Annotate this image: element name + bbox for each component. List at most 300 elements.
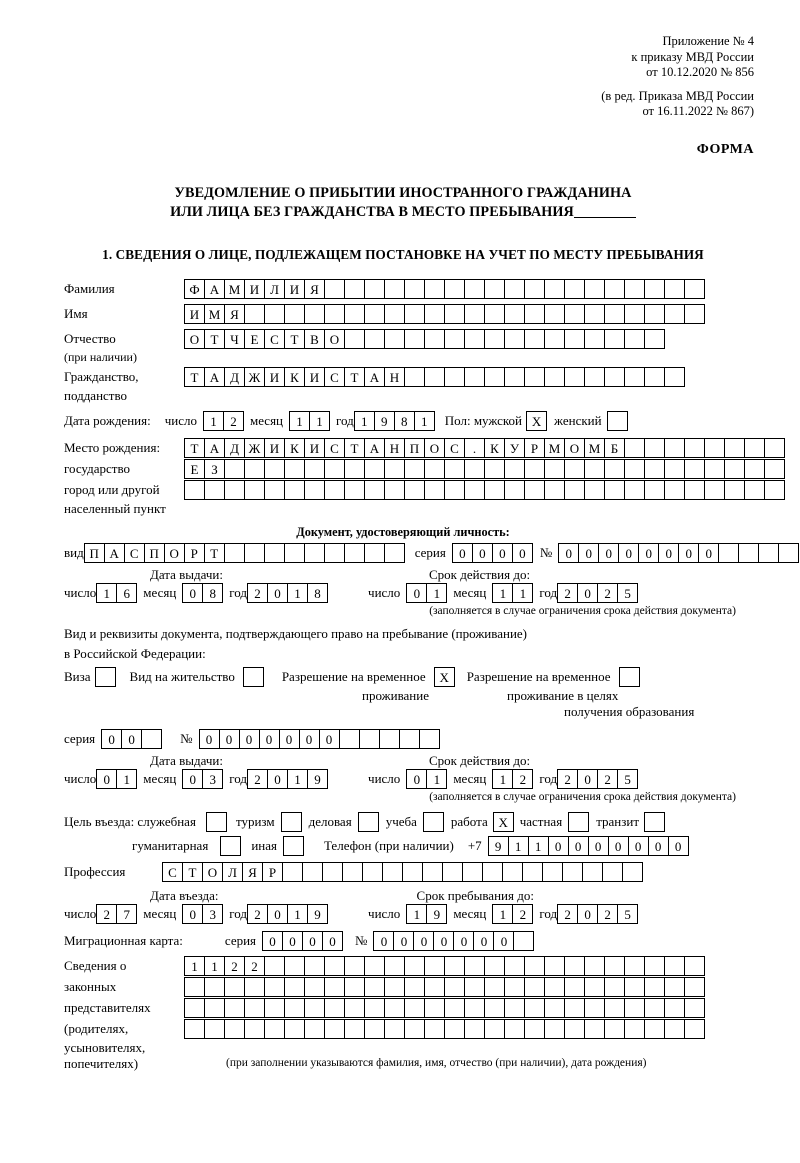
- char-cell[interactable]: 0: [393, 931, 414, 951]
- stay-day-input[interactable]: [406, 904, 447, 924]
- char-cell[interactable]: Е: [184, 459, 205, 479]
- char-cell[interactable]: 2: [247, 583, 268, 603]
- char-cell[interactable]: К: [484, 438, 505, 458]
- char-cell[interactable]: [364, 1019, 385, 1039]
- char-cell[interactable]: 0: [512, 543, 533, 563]
- char-cell[interactable]: [224, 998, 245, 1018]
- char-cell[interactable]: С: [124, 543, 145, 563]
- char-cell[interactable]: 0: [121, 729, 142, 749]
- char-cell[interactable]: [644, 956, 665, 976]
- char-cell[interactable]: [404, 304, 425, 324]
- char-cell[interactable]: [544, 367, 565, 387]
- char-cell[interactable]: [604, 1019, 625, 1039]
- representatives-row-3-input[interactable]: [184, 998, 705, 1018]
- char-cell[interactable]: [464, 367, 485, 387]
- char-cell[interactable]: [344, 480, 365, 500]
- char-cell[interactable]: С: [264, 329, 285, 349]
- char-cell[interactable]: [264, 480, 285, 500]
- char-cell[interactable]: 2: [96, 904, 117, 924]
- char-cell[interactable]: [464, 1019, 485, 1039]
- char-cell[interactable]: [644, 998, 665, 1018]
- char-cell[interactable]: [404, 459, 425, 479]
- char-cell[interactable]: [484, 998, 505, 1018]
- char-cell[interactable]: [544, 956, 565, 976]
- char-cell[interactable]: [524, 1019, 545, 1039]
- char-cell[interactable]: 2: [247, 769, 268, 789]
- char-cell[interactable]: [244, 459, 265, 479]
- char-cell[interactable]: [344, 1019, 365, 1039]
- char-cell[interactable]: С: [324, 367, 345, 387]
- representatives-row-2-input[interactable]: [184, 977, 705, 997]
- char-cell[interactable]: [344, 304, 365, 324]
- char-cell[interactable]: [624, 956, 645, 976]
- char-cell[interactable]: [302, 862, 323, 882]
- char-cell[interactable]: [204, 977, 225, 997]
- char-cell[interactable]: [684, 279, 705, 299]
- char-cell[interactable]: Т: [284, 329, 305, 349]
- char-cell[interactable]: [244, 998, 265, 1018]
- char-cell[interactable]: [324, 977, 345, 997]
- char-cell[interactable]: [724, 459, 745, 479]
- char-cell[interactable]: [442, 862, 463, 882]
- char-cell[interactable]: Д: [224, 367, 245, 387]
- char-cell[interactable]: 0: [267, 904, 288, 924]
- char-cell[interactable]: [602, 862, 623, 882]
- char-cell[interactable]: К: [284, 367, 305, 387]
- char-cell[interactable]: 0: [433, 931, 454, 951]
- char-cell[interactable]: 0: [299, 729, 320, 749]
- char-cell[interactable]: [604, 459, 625, 479]
- char-cell[interactable]: [564, 367, 585, 387]
- char-cell[interactable]: [284, 1019, 305, 1039]
- char-cell[interactable]: [624, 329, 645, 349]
- char-cell[interactable]: А: [204, 438, 225, 458]
- char-cell[interactable]: [284, 304, 305, 324]
- char-cell[interactable]: [384, 977, 405, 997]
- char-cell[interactable]: М: [224, 279, 245, 299]
- char-cell[interactable]: Р: [184, 543, 205, 563]
- char-cell[interactable]: [444, 304, 465, 324]
- purpose-other-checkbox[interactable]: [283, 836, 304, 856]
- char-cell[interactable]: 0: [473, 931, 494, 951]
- char-cell[interactable]: [244, 543, 265, 563]
- char-cell[interactable]: [284, 480, 305, 500]
- char-cell[interactable]: [342, 862, 363, 882]
- char-cell[interactable]: [364, 977, 385, 997]
- char-cell[interactable]: [684, 438, 705, 458]
- char-cell[interactable]: [624, 459, 645, 479]
- char-cell[interactable]: 0: [578, 543, 599, 563]
- char-cell[interactable]: [684, 480, 705, 500]
- char-cell[interactable]: С: [162, 862, 183, 882]
- char-cell[interactable]: [324, 279, 345, 299]
- char-cell[interactable]: 9: [426, 904, 447, 924]
- char-cell[interactable]: [464, 329, 485, 349]
- char-cell[interactable]: [464, 459, 485, 479]
- char-cell[interactable]: 1: [354, 411, 375, 431]
- char-cell[interactable]: [184, 1019, 205, 1039]
- char-cell[interactable]: [484, 329, 505, 349]
- char-cell[interactable]: 8: [394, 411, 415, 431]
- char-cell[interactable]: 3: [202, 904, 223, 924]
- char-cell[interactable]: [224, 977, 245, 997]
- char-cell[interactable]: [684, 459, 705, 479]
- char-cell[interactable]: И: [264, 438, 285, 458]
- char-cell[interactable]: 2: [557, 583, 578, 603]
- char-cell[interactable]: 0: [262, 931, 283, 951]
- char-cell[interactable]: [564, 279, 585, 299]
- char-cell[interactable]: [384, 998, 405, 1018]
- char-cell[interactable]: [404, 279, 425, 299]
- char-cell[interactable]: В: [304, 329, 325, 349]
- char-cell[interactable]: 0: [199, 729, 220, 749]
- char-cell[interactable]: Я: [224, 304, 245, 324]
- char-cell[interactable]: 0: [668, 836, 689, 856]
- char-cell[interactable]: [664, 438, 685, 458]
- char-cell[interactable]: Т: [184, 367, 205, 387]
- char-cell[interactable]: [624, 480, 645, 500]
- char-cell[interactable]: [584, 367, 605, 387]
- char-cell[interactable]: [384, 304, 405, 324]
- char-cell[interactable]: 1: [204, 956, 225, 976]
- char-cell[interactable]: 7: [116, 904, 137, 924]
- char-cell[interactable]: [644, 329, 665, 349]
- char-cell[interactable]: 5: [617, 583, 638, 603]
- char-cell[interactable]: [204, 480, 225, 500]
- char-cell[interactable]: [738, 543, 759, 563]
- char-cell[interactable]: [344, 956, 365, 976]
- char-cell[interactable]: 0: [319, 729, 340, 749]
- char-cell[interactable]: 0: [658, 543, 679, 563]
- char-cell[interactable]: [524, 459, 545, 479]
- char-cell[interactable]: [624, 977, 645, 997]
- char-cell[interactable]: [504, 304, 525, 324]
- char-cell[interactable]: Д: [224, 438, 245, 458]
- char-cell[interactable]: [684, 956, 705, 976]
- permit-valid-day-input[interactable]: [406, 769, 447, 789]
- char-cell[interactable]: О: [164, 543, 185, 563]
- purpose-humanitarian-checkbox[interactable]: [220, 836, 241, 856]
- char-cell[interactable]: [284, 459, 305, 479]
- char-cell[interactable]: Т: [184, 438, 205, 458]
- char-cell[interactable]: [604, 977, 625, 997]
- migration-number-input[interactable]: [373, 931, 534, 951]
- char-cell[interactable]: [764, 438, 785, 458]
- char-cell[interactable]: [424, 279, 445, 299]
- permit-issue-day-input[interactable]: [96, 769, 137, 789]
- char-cell[interactable]: 1: [289, 411, 310, 431]
- char-cell[interactable]: П: [404, 438, 425, 458]
- char-cell[interactable]: [444, 977, 465, 997]
- char-cell[interactable]: [424, 1019, 445, 1039]
- char-cell[interactable]: 0: [568, 836, 589, 856]
- char-cell[interactable]: [604, 956, 625, 976]
- char-cell[interactable]: М: [204, 304, 225, 324]
- char-cell[interactable]: [584, 956, 605, 976]
- char-cell[interactable]: П: [144, 543, 165, 563]
- char-cell[interactable]: [464, 480, 485, 500]
- char-cell[interactable]: [364, 543, 385, 563]
- char-cell[interactable]: [304, 1019, 325, 1039]
- char-cell[interactable]: 1: [508, 836, 529, 856]
- patronymic-input[interactable]: [184, 329, 665, 349]
- char-cell[interactable]: [404, 998, 425, 1018]
- char-cell[interactable]: [364, 459, 385, 479]
- char-cell[interactable]: [284, 977, 305, 997]
- char-cell[interactable]: 0: [101, 729, 122, 749]
- char-cell[interactable]: 1: [528, 836, 549, 856]
- char-cell[interactable]: [264, 543, 285, 563]
- char-cell[interactable]: [622, 862, 643, 882]
- char-cell[interactable]: [282, 862, 303, 882]
- char-cell[interactable]: [224, 1019, 245, 1039]
- char-cell[interactable]: [684, 977, 705, 997]
- char-cell[interactable]: [544, 977, 565, 997]
- char-cell[interactable]: [424, 480, 445, 500]
- char-cell[interactable]: Л: [264, 279, 285, 299]
- char-cell[interactable]: О: [324, 329, 345, 349]
- char-cell[interactable]: [624, 998, 645, 1018]
- sex-male-checkbox[interactable]: X: [526, 411, 547, 431]
- char-cell[interactable]: [324, 956, 345, 976]
- char-cell[interactable]: [524, 279, 545, 299]
- char-cell[interactable]: Р: [524, 438, 545, 458]
- char-cell[interactable]: [404, 329, 425, 349]
- char-cell[interactable]: [244, 304, 265, 324]
- surname-input[interactable]: [184, 279, 705, 299]
- char-cell[interactable]: .: [464, 438, 485, 458]
- char-cell[interactable]: [664, 1019, 685, 1039]
- char-cell[interactable]: [204, 1019, 225, 1039]
- char-cell[interactable]: [644, 480, 665, 500]
- char-cell[interactable]: [482, 862, 503, 882]
- char-cell[interactable]: [644, 459, 665, 479]
- char-cell[interactable]: [264, 998, 285, 1018]
- char-cell[interactable]: [584, 329, 605, 349]
- char-cell[interactable]: [504, 480, 525, 500]
- char-cell[interactable]: И: [264, 367, 285, 387]
- char-cell[interactable]: [484, 1019, 505, 1039]
- char-cell[interactable]: [404, 977, 425, 997]
- char-cell[interactable]: [464, 304, 485, 324]
- char-cell[interactable]: Б: [604, 438, 625, 458]
- identity-issue-day-input[interactable]: [96, 583, 137, 603]
- char-cell[interactable]: [444, 279, 465, 299]
- char-cell[interactable]: [404, 367, 425, 387]
- char-cell[interactable]: Л: [222, 862, 243, 882]
- char-cell[interactable]: [344, 459, 365, 479]
- char-cell[interactable]: [384, 543, 405, 563]
- char-cell[interactable]: [664, 977, 685, 997]
- char-cell[interactable]: О: [202, 862, 223, 882]
- char-cell[interactable]: [444, 480, 465, 500]
- char-cell[interactable]: [444, 956, 465, 976]
- char-cell[interactable]: [704, 480, 725, 500]
- char-cell[interactable]: 0: [182, 583, 203, 603]
- birth-day-input[interactable]: [203, 411, 244, 431]
- char-cell[interactable]: [584, 304, 605, 324]
- char-cell[interactable]: [444, 459, 465, 479]
- char-cell[interactable]: [264, 459, 285, 479]
- char-cell[interactable]: [484, 367, 505, 387]
- char-cell[interactable]: [684, 304, 705, 324]
- char-cell[interactable]: [524, 304, 545, 324]
- char-cell[interactable]: [344, 279, 365, 299]
- purpose-transit-checkbox[interactable]: [644, 812, 665, 832]
- visa-checkbox[interactable]: [95, 667, 116, 687]
- char-cell[interactable]: А: [204, 279, 225, 299]
- char-cell[interactable]: Ж: [244, 367, 265, 387]
- purpose-tourism-checkbox[interactable]: [281, 812, 302, 832]
- identity-valid-month-input[interactable]: [492, 583, 533, 603]
- char-cell[interactable]: 0: [219, 729, 240, 749]
- char-cell[interactable]: Т: [344, 367, 365, 387]
- identity-issue-month-input[interactable]: [182, 583, 223, 603]
- char-cell[interactable]: 1: [426, 769, 447, 789]
- char-cell[interactable]: 2: [512, 769, 533, 789]
- char-cell[interactable]: 0: [492, 543, 513, 563]
- char-cell[interactable]: Т: [204, 329, 225, 349]
- char-cell[interactable]: [141, 729, 162, 749]
- char-cell[interactable]: [339, 729, 360, 749]
- char-cell[interactable]: [544, 304, 565, 324]
- char-cell[interactable]: 2: [244, 956, 265, 976]
- identity-valid-year-input[interactable]: [557, 583, 638, 603]
- char-cell[interactable]: 1: [492, 769, 513, 789]
- char-cell[interactable]: [604, 304, 625, 324]
- char-cell[interactable]: [564, 459, 585, 479]
- char-cell[interactable]: [584, 459, 605, 479]
- char-cell[interactable]: [224, 543, 245, 563]
- birth-month-input[interactable]: [289, 411, 330, 431]
- char-cell[interactable]: [604, 329, 625, 349]
- char-cell[interactable]: [284, 998, 305, 1018]
- char-cell[interactable]: 1: [309, 411, 330, 431]
- char-cell[interactable]: 2: [557, 769, 578, 789]
- char-cell[interactable]: [484, 956, 505, 976]
- char-cell[interactable]: 2: [512, 904, 533, 924]
- char-cell[interactable]: Ч: [224, 329, 245, 349]
- char-cell[interactable]: [513, 931, 534, 951]
- char-cell[interactable]: 0: [282, 931, 303, 951]
- char-cell[interactable]: 1: [406, 904, 427, 924]
- char-cell[interactable]: [424, 956, 445, 976]
- char-cell[interactable]: [364, 304, 385, 324]
- char-cell[interactable]: [364, 480, 385, 500]
- char-cell[interactable]: 0: [628, 836, 649, 856]
- birthplace-row-2-input[interactable]: [184, 459, 785, 479]
- char-cell[interactable]: [324, 304, 345, 324]
- char-cell[interactable]: [344, 543, 365, 563]
- char-cell[interactable]: У: [504, 438, 525, 458]
- char-cell[interactable]: [364, 329, 385, 349]
- char-cell[interactable]: [422, 862, 443, 882]
- purpose-private-checkbox[interactable]: [568, 812, 589, 832]
- char-cell[interactable]: [364, 956, 385, 976]
- char-cell[interactable]: [464, 977, 485, 997]
- char-cell[interactable]: [224, 480, 245, 500]
- char-cell[interactable]: [344, 998, 365, 1018]
- char-cell[interactable]: [362, 862, 383, 882]
- char-cell[interactable]: [484, 459, 505, 479]
- char-cell[interactable]: М: [544, 438, 565, 458]
- char-cell[interactable]: [264, 956, 285, 976]
- char-cell[interactable]: 1: [203, 411, 224, 431]
- char-cell[interactable]: [304, 459, 325, 479]
- identity-number-input[interactable]: [558, 543, 799, 563]
- char-cell[interactable]: 9: [307, 769, 328, 789]
- char-cell[interactable]: 0: [648, 836, 669, 856]
- char-cell[interactable]: 0: [267, 769, 288, 789]
- char-cell[interactable]: [758, 543, 779, 563]
- char-cell[interactable]: [244, 480, 265, 500]
- char-cell[interactable]: [524, 367, 545, 387]
- char-cell[interactable]: [204, 998, 225, 1018]
- char-cell[interactable]: 3: [202, 769, 223, 789]
- entry-day-input[interactable]: [96, 904, 137, 924]
- char-cell[interactable]: [419, 729, 440, 749]
- char-cell[interactable]: А: [364, 438, 385, 458]
- char-cell[interactable]: [284, 543, 305, 563]
- char-cell[interactable]: 1: [492, 583, 513, 603]
- identity-kind-input[interactable]: [84, 543, 405, 563]
- char-cell[interactable]: 0: [182, 904, 203, 924]
- char-cell[interactable]: [584, 977, 605, 997]
- char-cell[interactable]: [444, 367, 465, 387]
- char-cell[interactable]: [264, 977, 285, 997]
- stay-year-input[interactable]: [557, 904, 638, 924]
- char-cell[interactable]: [484, 977, 505, 997]
- char-cell[interactable]: Е: [244, 329, 265, 349]
- char-cell[interactable]: [724, 438, 745, 458]
- char-cell[interactable]: 0: [259, 729, 280, 749]
- char-cell[interactable]: [244, 977, 265, 997]
- char-cell[interactable]: [644, 304, 665, 324]
- char-cell[interactable]: [424, 329, 445, 349]
- char-cell[interactable]: 6: [116, 583, 137, 603]
- char-cell[interactable]: [324, 459, 345, 479]
- permit-valid-month-input[interactable]: [492, 769, 533, 789]
- char-cell[interactable]: [718, 543, 739, 563]
- char-cell[interactable]: С: [444, 438, 465, 458]
- char-cell[interactable]: [604, 367, 625, 387]
- char-cell[interactable]: [184, 480, 205, 500]
- char-cell[interactable]: 9: [307, 904, 328, 924]
- char-cell[interactable]: [322, 862, 343, 882]
- char-cell[interactable]: [304, 304, 325, 324]
- char-cell[interactable]: [664, 279, 685, 299]
- char-cell[interactable]: 0: [698, 543, 719, 563]
- char-cell[interactable]: [502, 862, 523, 882]
- char-cell[interactable]: [544, 480, 565, 500]
- char-cell[interactable]: [304, 977, 325, 997]
- char-cell[interactable]: [444, 998, 465, 1018]
- char-cell[interactable]: А: [104, 543, 125, 563]
- char-cell[interactable]: [564, 956, 585, 976]
- char-cell[interactable]: 0: [406, 769, 427, 789]
- char-cell[interactable]: [544, 329, 565, 349]
- char-cell[interactable]: 0: [279, 729, 300, 749]
- char-cell[interactable]: 0: [598, 543, 619, 563]
- char-cell[interactable]: 0: [373, 931, 394, 951]
- char-cell[interactable]: 8: [307, 583, 328, 603]
- char-cell[interactable]: [324, 480, 345, 500]
- permit-issue-month-input[interactable]: [182, 769, 223, 789]
- char-cell[interactable]: [564, 1019, 585, 1039]
- char-cell[interactable]: 0: [638, 543, 659, 563]
- char-cell[interactable]: Я: [304, 279, 325, 299]
- char-cell[interactable]: А: [204, 367, 225, 387]
